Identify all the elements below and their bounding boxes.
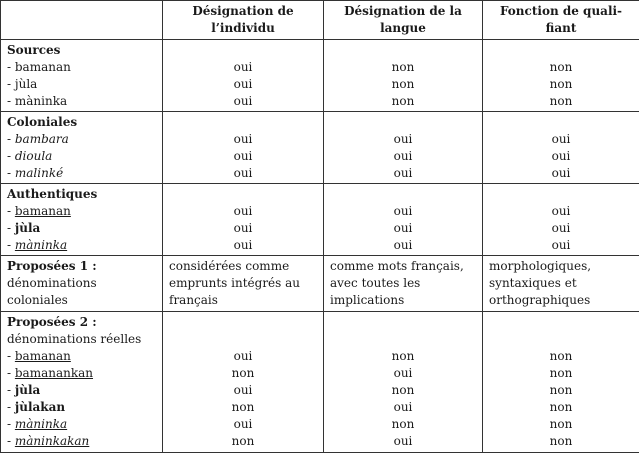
cell-text: comme mots français,	[330, 259, 464, 273]
col-langue-text	[324, 256, 483, 312]
cell-value: oui	[233, 204, 253, 218]
cell-value: non	[391, 60, 415, 74]
col-individu	[163, 40, 324, 112]
cell-value: oui	[393, 434, 413, 448]
cell-text: syntaxiques et	[489, 276, 577, 290]
cell-value: oui	[551, 221, 571, 235]
group-sources-labels	[1, 40, 163, 112]
row-label: - màninkakan	[7, 434, 90, 448]
cell-value: non	[549, 383, 573, 397]
cell-value: non	[391, 383, 415, 397]
cell-value: non	[549, 417, 573, 431]
cell-value: non	[549, 77, 573, 91]
header-designation-langue	[324, 1, 483, 40]
cell-value: oui	[233, 94, 253, 108]
group-title: Sources	[7, 43, 61, 57]
cell-value: non	[549, 94, 573, 108]
cell-value: oui	[393, 221, 413, 235]
group-subtitle: dénominations	[7, 276, 97, 290]
cell-text: implications	[330, 293, 405, 307]
group-authentiques	[1, 184, 639, 256]
cell-value: non	[549, 60, 573, 74]
row-label: - dioula	[7, 149, 53, 163]
cell-value: non	[549, 349, 573, 363]
header-empty	[1, 1, 163, 40]
cell-value: oui	[393, 366, 413, 380]
col-individu	[163, 312, 324, 453]
cell-value: oui	[393, 149, 413, 163]
row-label: - màninka	[7, 417, 68, 431]
header-fonction-qualifiant	[483, 1, 639, 40]
row-label: - jùla	[7, 221, 41, 235]
cell-value: non	[549, 434, 573, 448]
cell-value: oui	[233, 383, 253, 397]
header-row	[1, 1, 639, 40]
group-sources	[1, 40, 639, 112]
header-line: Fonction de quali-	[499, 4, 623, 18]
group-subtitle: dénominations réelles	[7, 332, 142, 346]
header-line: l’individu	[211, 21, 275, 35]
header-line: Désignation de	[192, 4, 294, 18]
cell-text: considérées comme	[169, 259, 290, 273]
cell-value: oui	[233, 77, 253, 91]
group-authentiques-labels	[1, 184, 163, 256]
cell-value: oui	[551, 132, 571, 146]
cell-value: oui	[233, 166, 253, 180]
cell-text: emprunts intégrés au	[169, 276, 301, 290]
col-qualifiant	[483, 40, 639, 112]
col-qualifiant	[483, 184, 639, 256]
header-line: fiant	[545, 21, 577, 35]
col-individu-text	[163, 256, 324, 312]
cell-value: oui	[233, 238, 253, 252]
cell-value: non	[549, 366, 573, 380]
cell-value: oui	[551, 238, 571, 252]
cell-value: oui	[233, 60, 253, 74]
col-qualifiant	[483, 112, 639, 184]
cell-value: non	[391, 349, 415, 363]
cell-value: oui	[551, 149, 571, 163]
header-line: Désignation de la	[344, 4, 462, 18]
cell-value: oui	[551, 166, 571, 180]
row-label: - malinké	[7, 166, 64, 180]
row-label: - màninka	[7, 94, 68, 108]
col-langue	[324, 112, 483, 184]
row-label: - màninka	[7, 238, 68, 252]
row-label: - bamanan	[7, 349, 71, 363]
col-individu	[163, 184, 324, 256]
header-line: langue	[380, 21, 426, 35]
cell-value: oui	[393, 132, 413, 146]
row-label: - jùlakan	[7, 400, 66, 414]
row-label: - bamanankan	[7, 366, 94, 380]
group-title: Proposées 1 :	[7, 259, 97, 273]
group-proposees-2	[1, 312, 639, 453]
col-langue	[324, 312, 483, 453]
cell-value: non	[231, 366, 255, 380]
group-title: Coloniales	[7, 115, 78, 129]
cell-value: oui	[233, 149, 253, 163]
group-subtitle: coloniales	[7, 293, 68, 307]
cell-value: oui	[393, 400, 413, 414]
cell-value: non	[391, 417, 415, 431]
cell-value: non	[231, 434, 255, 448]
col-qualifiant-text	[483, 256, 639, 312]
cell-value: oui	[393, 238, 413, 252]
row-label: - jùla	[7, 383, 41, 397]
group-proposees-1-labels	[1, 256, 163, 312]
header-designation-individu	[163, 1, 324, 40]
cell-value: non	[391, 77, 415, 91]
cell-value: oui	[233, 132, 253, 146]
cell-value: oui	[393, 166, 413, 180]
group-title: Authentiques	[7, 187, 98, 201]
col-qualifiant	[483, 312, 639, 453]
group-coloniales	[1, 112, 639, 184]
cell-value: oui	[393, 204, 413, 218]
row-label: - jùla	[7, 77, 38, 91]
col-individu	[163, 112, 324, 184]
group-proposees-2-labels	[1, 312, 163, 453]
cell-value: non	[549, 400, 573, 414]
cell-value: oui	[233, 349, 253, 363]
cell-text: morphologiques,	[489, 259, 592, 273]
cell-value: oui	[233, 221, 253, 235]
row-label: - bamanan	[7, 204, 71, 218]
cell-text: français	[169, 293, 218, 307]
col-langue	[324, 40, 483, 112]
row-label: - bambara	[7, 132, 69, 146]
row-label: - bamanan	[7, 60, 71, 74]
cell-value: non	[231, 400, 255, 414]
group-proposees-1	[1, 256, 639, 312]
cell-value: oui	[551, 204, 571, 218]
cell-value: non	[391, 94, 415, 108]
group-coloniales-labels	[1, 112, 163, 184]
group-title: Proposées 2 :	[7, 315, 97, 329]
cell-text: avec toutes les	[330, 276, 421, 290]
cell-value: oui	[233, 417, 253, 431]
cell-text: orthographiques	[489, 293, 591, 307]
col-langue	[324, 184, 483, 256]
